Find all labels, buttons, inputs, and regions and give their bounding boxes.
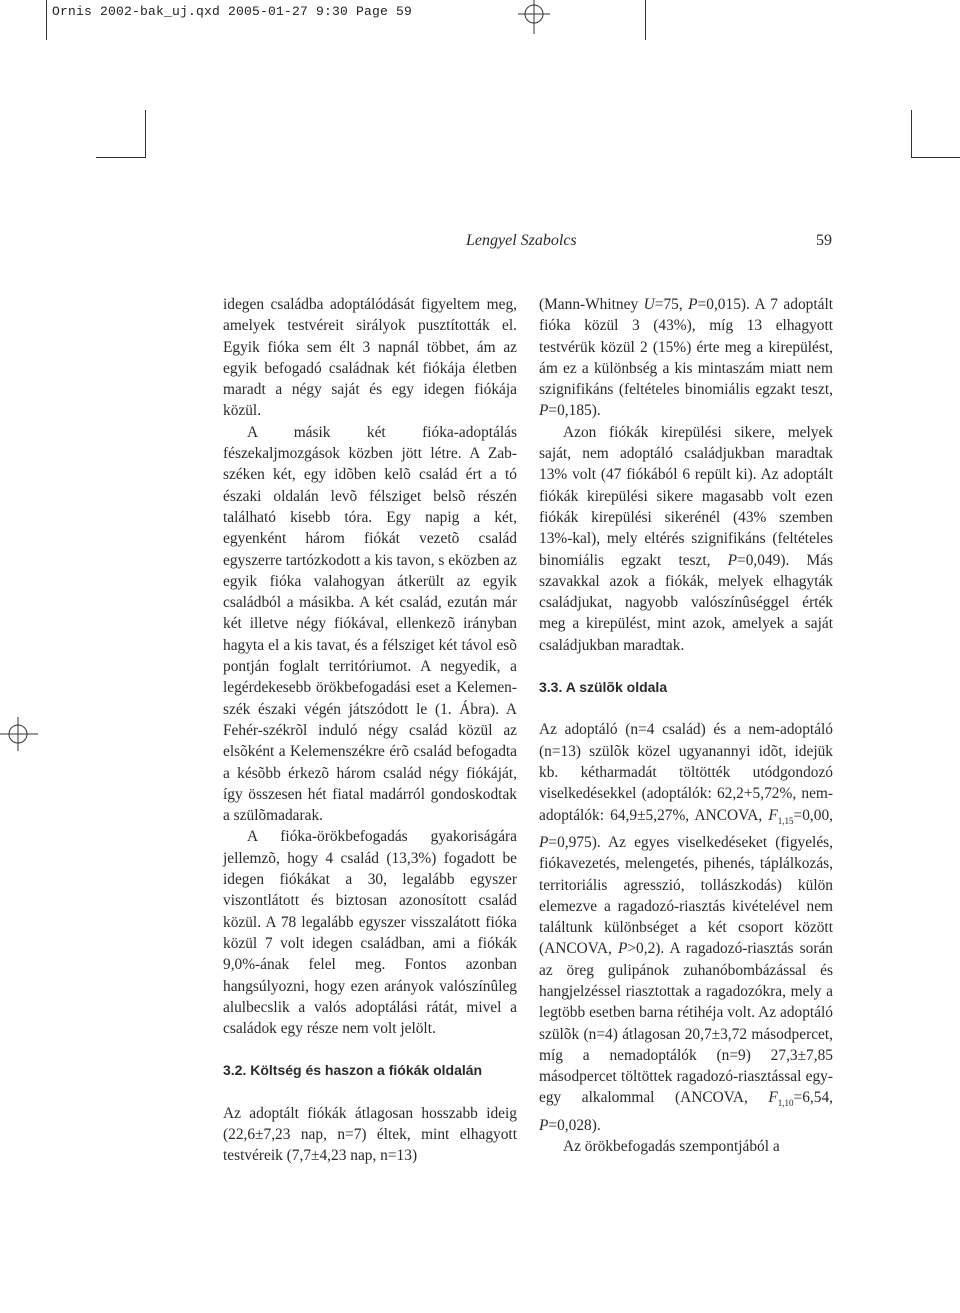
left-paragraph-3: A fióka-örökbefogadás gyakoriságára jellemzõ, hogy 4 család (13,3%) fogadott be idegen fiókákat a 30, legalább egyszer viszontlátott és biztosan azonosított család közül. A 78 legalább egyszer visszalátott fióka közül 7 volt idegen családban, ami a fiókák 9,0%-ának felel meg. Fontos azonban hangsúlyozni, hogy ezen arányok valószínûleg alulbecslik a valós adoptálási rátát, mivel a családok egy része nem volt jelölt.	[223, 828, 517, 1038]
section-heading-3-3: 3.3. A szülõk oldala	[539, 679, 668, 696]
print-slug: Ornis 2002-bak_uj.qxd 2005-01-27 9:30 Page 59	[52, 4, 413, 19]
left-paragraph-2: A másik két fióka-adoptálás fészekaljmozgások közben jött létre. A Zab-széken két, egy idõben kelõ család ért a tó északi oldalán levõ félsziget belsõ részén található kisebb tóra. Egy napig a két, egyenként három fiókát vezetõ család egyszerre tartózkodott a kis tavon, s eközben az egyik fióka valahogyan átkerült az egyik családból a másikba. A két család, ezután már két illetve négy fiókával, ellenkezõ irányban hagyta el a kis tavat, és a félsziget két távol esõ pontján foglalt territóriumot. A negyedik, a legérdekesebb örökbefogadási eset a Kelemen-szék északi végén játszódott le (1. Ábra). A Fehér-székrõl induló négy család közül az elsõként a Kelemenszékre érõ család befogadta a késõbb érkezõ három család négy fiókáját, így összesen hét fiatal madárról gondoskodtak a szülõmadarak.	[223, 423, 518, 825]
page-number: 59	[816, 232, 832, 249]
section-heading-3-2: 3.2. Költség és haszon a fiókák oldalán	[223, 1062, 483, 1079]
left-paragraph-4: Az adoptált fiókák átlagosan hosszabb ideig (22,6±7,23 nap, n=7) éltek, mint elhagyott testvéreik (7,7±4,23 nap, n=13)	[223, 1104, 517, 1165]
right-paragraph-2: Azon fiókák kirepülési sikere, melyek saját, nem adoptáló családjukban maradtak 13% volt (47 fiókából 6 repült ki). Az adoptált fiókák kirepülési sikere magasabb volt ezen fiókák kirepülési sikerénél (43% szemben 13%-kal), mely eltérés szignifikáns (feltételes binomiális egzakt teszt, P=0,049). Más szavakkal azok a fiókák, melyek elhagyták családjukat, nagyobb valószínûséggel érték meg a kirepülést, mint azok, amelyek a saját családjukban maradtak.	[539, 423, 833, 654]
right-paragraph-1: (Mann-Whitney U=75, P=0,015). A 7 adoptált fióka közül 3 (43%), míg 13 elhagyott testvérük közül 2 (15%) érte meg a kirepülést, ám ez a különbség a kis mintaszám miatt nem szignifikáns (feltételes binomiális egzakt teszt, P=0,185).	[539, 296, 833, 420]
right-paragraph-4: Az örökbefogadás szempontjából a	[563, 1138, 780, 1156]
left-column	[223, 294, 517, 1167]
registration-mark-top-icon	[514, 0, 554, 40]
crop-line-left	[46, 0, 47, 40]
right-paragraph-3: Az adoptáló (n=4 család) és a nem-adoptáló (n=13) szülõk közel ugyanannyi idõt, idejük kb. kétharmadát töltötték utódgondozó viselkedésekkel (adoptálók: 62,2+5,72%, nem-adoptálók: 64,9±5,27%, ANCOVA, $F_{1,15}=0,00$, P=0,975). Az egyes viselkedéseket (figyelés, fiókavezetés, melengetés, pihenés, táplálkozás, territoriális agresszió, tollászkodás) külön elemezve a ragadozó-riasztás kivételével nem találtunk különbséget a két csoport között (ANCOVA, P>0,2). A ragadozó-riasztás során az öreg gulipánok zuhanóbombázással és hangjelzéssel riasztottak a ragadozókra, mely a legtöbb esetben barna rétihéja volt. Az adoptáló szülõk (n=4) átlagosan 20,7±3,72 másodpercet, míg a nemadoptálók (n=9) 27,3±7,85 másodpercet töltöttek ragadozó-riasztással egy-egy alkalommal (ANCOVA, $F_{1,10}=6,54$, P=0,028).	[539, 721, 833, 1134]
crop-mark-top-left-vertical	[145, 110, 146, 158]
right-column	[539, 294, 833, 1157]
crop-line-right	[645, 0, 646, 40]
running-header-author: Lengyel Szabolcs	[466, 232, 577, 249]
crop-mark-top-right-vertical	[911, 110, 912, 158]
left-paragraph-1: idegen családba adoptálódását figyeltem meg, amelyek testvéreit sirályok pusztították el. Egyik fióka sem élt 3 napnál többet, ám az egyik befogadó családnak két fiókája életben maradt a négy saját és egy idegen fiókája közül.	[223, 296, 517, 420]
registration-mark-left-icon	[0, 714, 40, 754]
crop-mark-top-right-horizontal	[911, 157, 960, 158]
crop-mark-top-left-horizontal	[96, 157, 145, 158]
